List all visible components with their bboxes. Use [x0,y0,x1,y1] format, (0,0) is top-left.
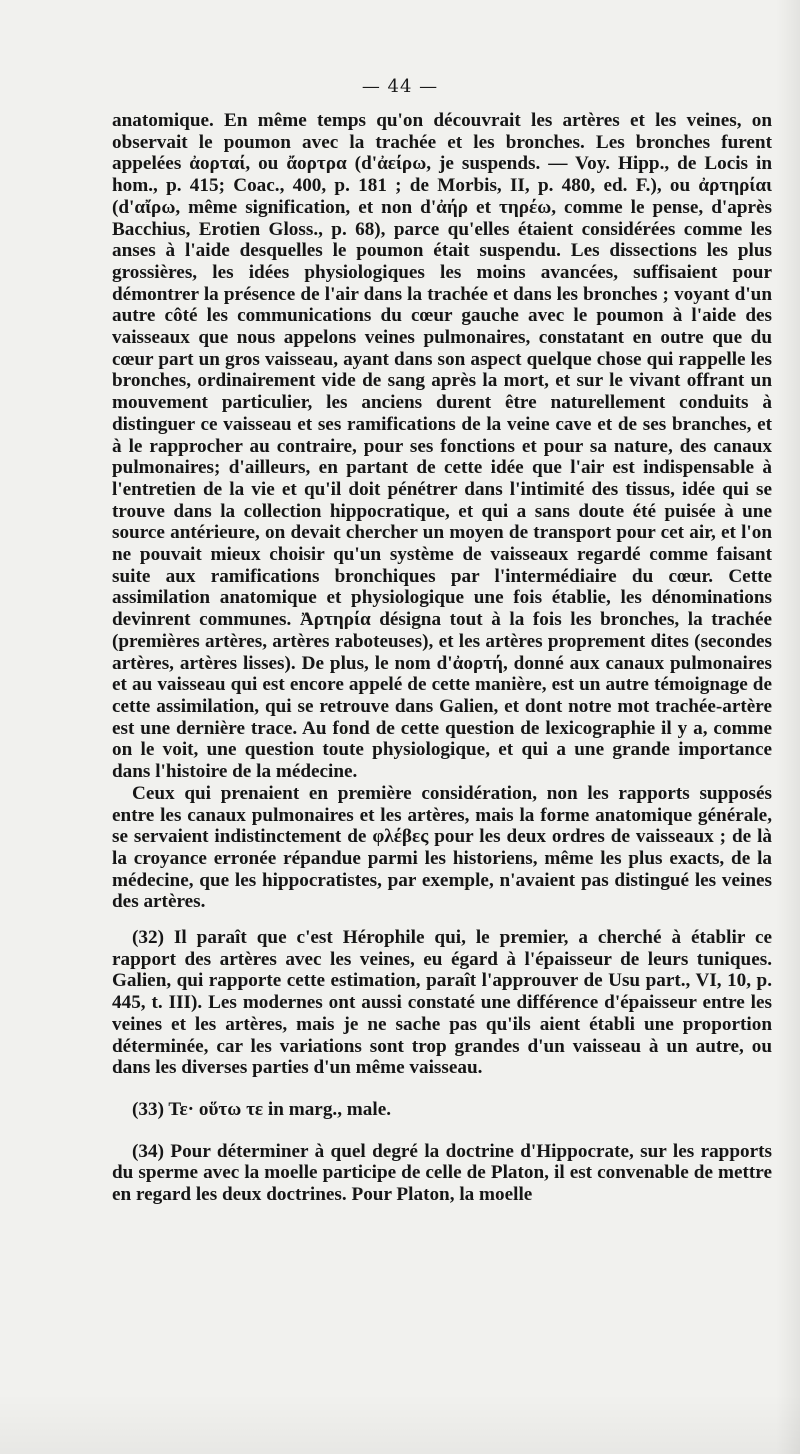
note-33-text: (33) Τε· οὕτω τε in marg., male. [132,1098,392,1120]
note-34 [112,1141,772,1206]
page-edge-shadow [776,0,800,1454]
paragraph-spacer [112,1079,772,1099]
page-bottom-shadow [0,1394,800,1454]
paragraph-spacer [112,913,772,927]
page-number: — 44 — [361,76,439,97]
paragraph-spacer [112,1121,772,1141]
paragraph-phlebes-text: Ceux qui prenaient en première considération, non les rapports supposés entre les canaux pulmonaires et les artères, mais la forme anatomique générale, se servaient indistinctement de φλέβες pour les deux ordres de vaisseaux ; de là la croyance erronée répandue parmi les historiens, même les plus exacts, de la médecine, que les hippocratistes, par exemple, n'avaient pas distingué les veines des artères. [112,782,772,913]
page-body-text [112,110,772,1206]
note-34-text: (34) Pour déterminer à quel degré la doctrine d'Hippocrate, sur les rapports du sperme avec la moelle participe de celle de Platon, il est convenable de mettre en regard les deux doctrines. Pour Platon, la moelle [112,1140,772,1206]
note-32-text: (32) Il paraît que c'est Hérophile qui, le premier, a cherché à établir ce rapport des artères avec les veines, eu égard à l'épaisseur de leurs tuniques. Galien, qui rapporte cette estimation, paraît l'approuver de Usu part., VI, 10, p. 445, t. III). Les modernes ont aussi constaté une différence d'épaisseur entre les veines et les artères, mais je ne sache pas qu'ils aient établi une proportion déterminée, car les variations sont trop grandes d'un vaisseau à un autre, ou dans les diverses parties d'un même vaisseau. [112,927,772,1079]
paragraph-anatomy-terms: anatomique. En même temps qu'on découvrait les artères et les veines, on observait le poumon avec la trachée et les bronches. Les bronches furent appelées ἀορταί, ou ἄορτρα (d'ἀείρω, je suspends. — Voy. Hipp., de Locis in hom., p. 415; Coac., 400, p. 181 ; de Morbis, II, p. 480, ed. F.), ou ἀρτηρίαι (d'αἴρω, même signification, et non d'ἀήρ et τηρέω, comme le pense, d'après Bacchius, Erotien Gloss., p. 68), parce qu'elles étaient considérées comme les anses à l'aide desquelles le poumon était suspendu. Les dissections les plus grossières, les idées physiologiques les moins avancées, suffisaient pour démontrer la présence de l'air dans la trachée et dans les bronches ; voyant d'un autre côté les communications du cœur gauche avec le poumon à l'aide des vaisseaux que nous appelons veines pulmonaires, constatant en outre que du cœur part un gros vaisseau, ayant dans son aspect quelque chose qui rappelle les bronches, ordinairement vide de sang après la mort, et sur le vivant offrant un mouvement particulier, les anciens durent être naturellement conduits à distinguer ce vaisseau et ses ramifications de la veine cave et de ses branches, et à le rapprocher au contraire, pour ses fonctions et pour sa nature, des canaux pulmonaires; d'ailleurs, en partant de cette idée que l'air est indispensable à l'entretien de la vie et qu'il doit pénétrer dans l'intimité des tissus, idée qui se trouve dans la collection hippocratique, et qui a sans doute été puisée à une source antérieure, on devait chercher un moyen de transport pour cet air, et l'on ne pouvait mieux choisir qu'un système de vaisseaux regardé comme faisant suite aux ramifications bronchiques par l'intermédiaire du cœur. Cette assimilation anatomique et physiologique une fois établie, les dénominations devinrent communes. Ἀρτηρία désigna tout à la fois les bronches, la trachée (premières artères, artères raboteuses), et les artères proprement dites (secondes artères, artères lisses). De plus, le nom d'ἀορτή, donné aux canaux pulmonaires et au vaisseau qui est encore appelé de cette manière, est un autre témoignage de cette assimilation, qui se retrouve dans Galien, et dont notre mot trachée-artère est une dernière trace. Au fond de cette question de lexicographie il y a, comme on le voit, une question toute physiologique, et qui a une grande importance dans l'histoire de la médecine. [112,110,772,783]
paragraph-phlebes [112,783,772,913]
note-32 [112,927,772,1079]
note-33 [112,1099,772,1121]
